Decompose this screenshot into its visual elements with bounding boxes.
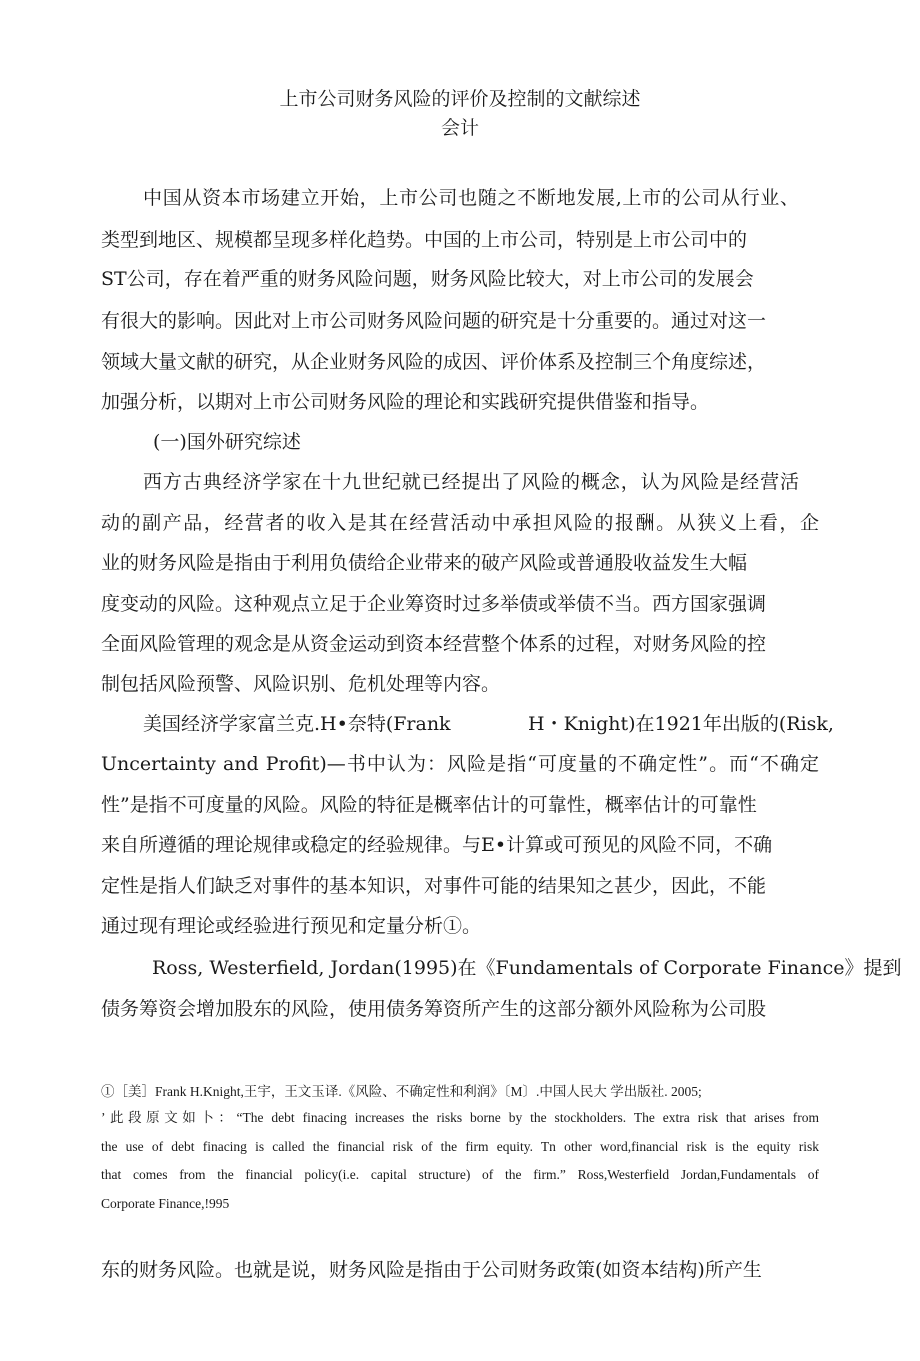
footnote-line: the use of debt finacing is called the financial risk of the firm equity. Tn other word,financial risk is the equity risk (101, 1139, 819, 1154)
footnote-line: ①［美］Frank H.Knight,王宇，王文玉译.《风险、不确定性和利润》〔M〕.中国人民大 学出版社. 2005; (101, 1084, 702, 1099)
body-line: 债务筹资会增加股东的风险，使用债务筹资所产生的这部分额外风险称为公司股 (101, 998, 767, 1020)
document-subtitle: 会计 (440, 117, 479, 139)
body-line: 美国经济学家富兰克.H•奈特(Frank (143, 713, 451, 735)
body-line: 来自所遵循的理论规律或稳定的经验规律。与E•计算或可预见的风险不同，不确 (101, 834, 773, 856)
body-line: 度变动的风险。这种观点立足于企业筹资时过多举债或举债不当。西方国家强调 (101, 593, 767, 615)
body-line: 性”是指不可度量的风险。风险的特征是概率估计的可靠性，概率估计的可靠性 (101, 794, 757, 816)
body-line: 东的财务风险。也就是说，财务风险是指由于公司财务政策(如资本结构)所产生 (101, 1259, 762, 1281)
body-line: Uncertainty and Profit)—书中认为：风险是指“可度量的不确定性”。而“不确定 (101, 753, 819, 775)
body-line: 制包括风险预警、风险识别、危机处理等内容。 (101, 673, 501, 695)
footnote-line: that comes from the financial policy(i.e. capital structure) of the firm.” Ross,Westerfield Jordan,Fundamentals of (101, 1167, 819, 1182)
footnote-line: ’此段原文如卜：“The debt finacing increases the risks borne by the stockholders. The extra risk that arises from (101, 1110, 819, 1125)
body-line: H・Knight)在1921年出版的(Risk, (528, 713, 834, 735)
body-line: Ross, Westerfield, Jordan(1995)在《Fundamentals of Corporate Finance》提到 (152, 957, 902, 979)
body-line: 动的副产品，经营者的收入是其在经营活动中承担风险的报酬。从狭义上看，企 (101, 512, 819, 534)
body-line: 领域大量文献的研究，从企业财务风险的成因、评价体系及控制三个角度综述， (101, 351, 767, 373)
body-line: 类型到地区、规模都呈现多样化趋势。中国的上市公司，特别是上市公司中的 (101, 229, 748, 251)
footnote-line: Corporate Finance,!995 (101, 1196, 230, 1211)
body-line: 中国从资本市场建立开始，上市公司也随之不断地发展,上市的公司从行业、 (143, 187, 799, 209)
body-line: 通过现有理论或经验进行预见和定量分析①。 (101, 915, 482, 937)
body-line: 加强分析，以期对上市公司财务风险的理论和实践研究提供借鉴和指导。 (101, 391, 710, 413)
body-line: 全面风险管理的观念是从资金运动到资本经营整个体系的过程，对财务风险的控 (101, 633, 767, 655)
body-line: 有很大的影响。因此对上市公司财务风险问题的研究是十分重要的。通过对这一 (101, 310, 767, 332)
document-title: 上市公司财务风险的评价及控制的文献综述 (279, 88, 641, 110)
body-line: 定性是指人们缺乏对事件的基本知识，对事件可能的结果知之甚少，因此，不能 (101, 875, 767, 897)
body-line: 业的财务风险是指由于利用负债给企业带来的破产风险或普通股收益发生大幅 (101, 552, 748, 574)
body-line: ST公司，存在着严重的财务风险问题，财务风险比较大，对上市公司的发展会 (101, 268, 754, 290)
body-line: 西方古典经济学家在十九世纪就已经提出了风险的概念，认为风险是经营活 (143, 471, 799, 493)
section-heading: (一)国外研究综述 (153, 431, 301, 453)
